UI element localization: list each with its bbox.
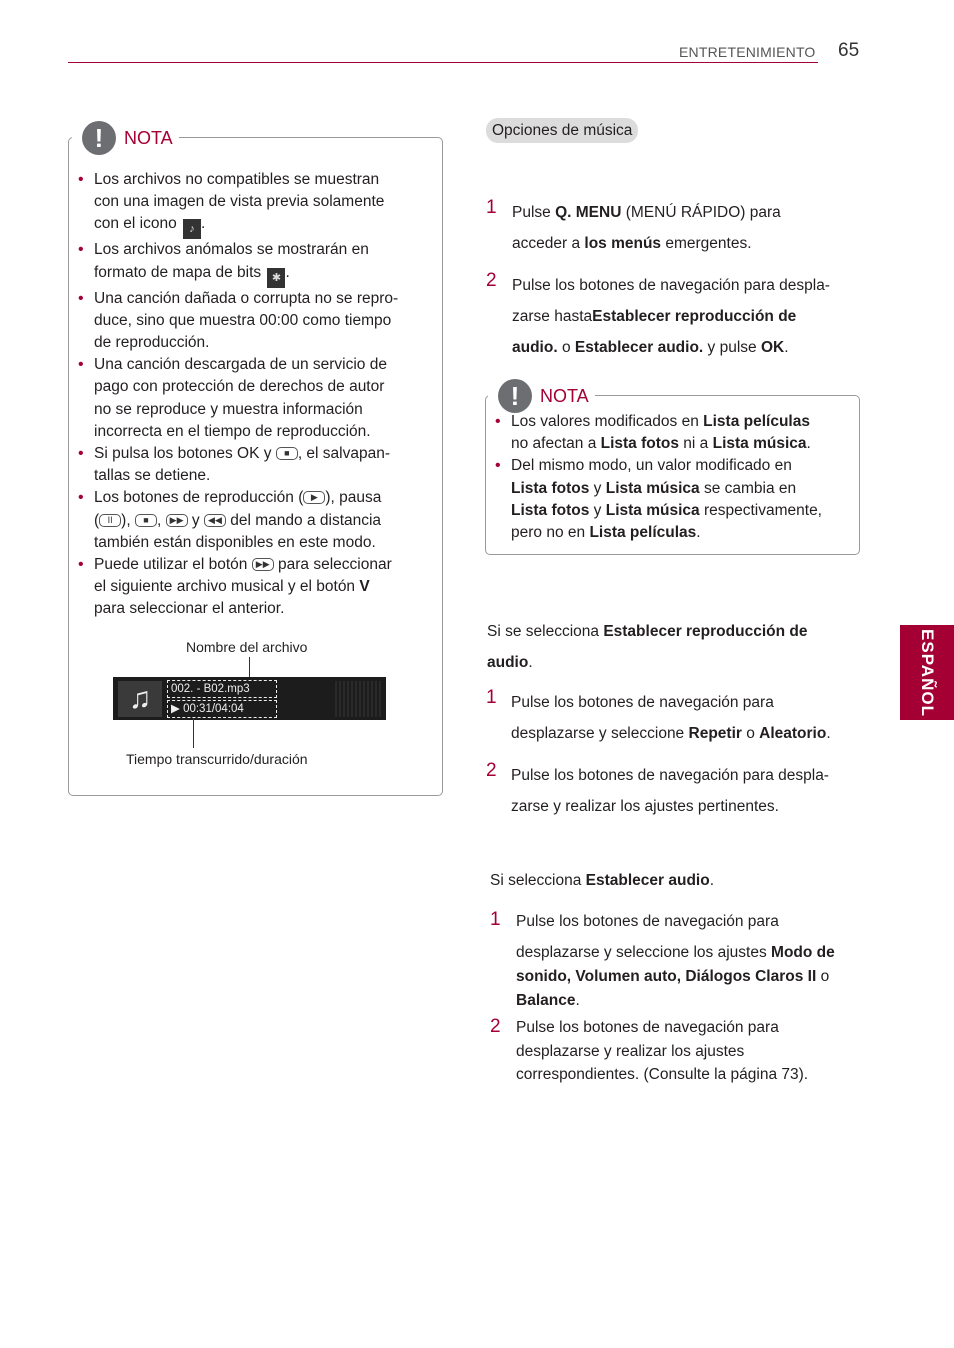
page-number: 65 [838, 40, 860, 61]
time-box [167, 700, 277, 718]
step-text: Pulse los botones de navegación para desplazarse y realizar los ajustes correspondientes. (Consulte la página 73). [516, 1019, 809, 1083]
note-title: NOTA [540, 385, 589, 406]
left-note-list [78, 169, 430, 621]
exclamation-icon: ! [82, 121, 116, 155]
list-item: • Los archivos anómalos se mostrarán en formato de mapa de bits ✱ . [78, 239, 430, 287]
music-options-heading: Opciones de música [486, 118, 638, 143]
section-title: ENTRETENIMIENTO [679, 44, 816, 60]
section-intro: Si selecciona Establecer audio. [490, 872, 714, 889]
section-intro: Si se selecciona Establecer reproducción de audio. [487, 623, 808, 671]
bitmap-icon: ✱ [267, 268, 285, 288]
step-number: 1 [486, 197, 497, 218]
step-text: Pulse Q. MENU (MENÚ RÁPIDO) para acceder a los menús emergentes. [512, 204, 781, 252]
step-number: 1 [486, 687, 497, 708]
step-text: Pulse los botones de navegación para desplazarse y seleccione los ajustes Modo de sonido, Volumen auto, Diálogos Claros II o Balance. [516, 913, 835, 1009]
list-item: • Puede utilizar el botón ▶▶ para seleccionar el siguiente archivo musical y el botón V para seleccionar el anterior. [78, 554, 430, 621]
equalizer-pattern [335, 681, 381, 717]
play-button-icon: ▶ [303, 491, 325, 504]
step-text: Pulse los botones de navegación para despla- zarse hastaEstablecer reproducción de audio. o Establecer audio. y pulse OK. [512, 277, 830, 356]
fast-forward-icon: ▶▶ [166, 514, 188, 527]
list-item: • Los archivos no compatibles se muestran con una imagen de vista previa solamente con el icono ♪ . [78, 169, 430, 239]
album-art [118, 681, 162, 717]
rewind-icon: ◀◀ [204, 514, 226, 527]
callout-line [193, 718, 194, 748]
list-item: • Los botones de reproducción ( ▶ ), pausa ( II ), ■ , ▶▶ y ◀◀ del mando a distancia también están disponibles en este modo. [78, 487, 430, 554]
step-number: 2 [490, 1016, 501, 1037]
music-thumbnail-icon: ♪ [183, 219, 201, 239]
callout-line [249, 657, 250, 679]
language-tab-label: ESPAÑOL [918, 628, 937, 717]
fast-forward-icon: ▶▶ [252, 558, 274, 571]
stop-button-icon: ■ [135, 514, 157, 527]
figure-label-time: Tiempo transcurrido/duración [126, 751, 308, 767]
step-number: 1 [490, 909, 501, 930]
step-number: 2 [486, 270, 497, 291]
list-item: • Los valores modificados en Lista películas no afectan a Lista fotos ni a Lista música. [495, 411, 850, 455]
list-item: • Del mismo modo, un valor modificado en Lista fotos y Lista música se cambia en Lista fotos y Lista música respectivamente, pero no en Lista películas. [495, 455, 850, 544]
pause-button-icon: II [99, 514, 121, 527]
left-note-header [72, 121, 179, 155]
stop-button-icon: ■ [276, 447, 298, 460]
step-text: Pulse los botones de navegación para despla- zarse y realizar los ajustes pertinentes. [511, 767, 829, 815]
list-item: • Una canción dañada o corrupta no se repro- duce, sino que muestra 00:00 como tiempo de reproducción. [78, 288, 430, 355]
step-number: 2 [486, 760, 497, 781]
language-tab [900, 625, 954, 720]
play-icon: ▶ [171, 703, 180, 715]
filename-box: 002. - B02.mp3 [167, 680, 277, 698]
note-title: NOTA [124, 127, 173, 148]
music-player-bar [113, 677, 386, 720]
header-rule [68, 62, 818, 63]
exclamation-icon: ! [498, 379, 532, 413]
music-note-icon: ♫ [128, 682, 152, 715]
time-readout: 00:31/04:04 [183, 703, 244, 715]
right-note-header [488, 379, 595, 413]
list-item: • Si pulsa los botones OK y ■ , el salvapan- tallas se detiene. [78, 443, 430, 487]
right-note-list [495, 411, 850, 544]
list-item: • Una canción descargada de un servicio de pago con protección de derechos de autor no se reproduce y muestra información incorrecta en el tiempo de reproducción. [78, 354, 430, 443]
figure-label-filename: Nombre del archivo [186, 639, 308, 655]
step-text: Pulse los botones de navegación para desplazarse y seleccione Repetir o Aleatorio. [511, 694, 831, 742]
